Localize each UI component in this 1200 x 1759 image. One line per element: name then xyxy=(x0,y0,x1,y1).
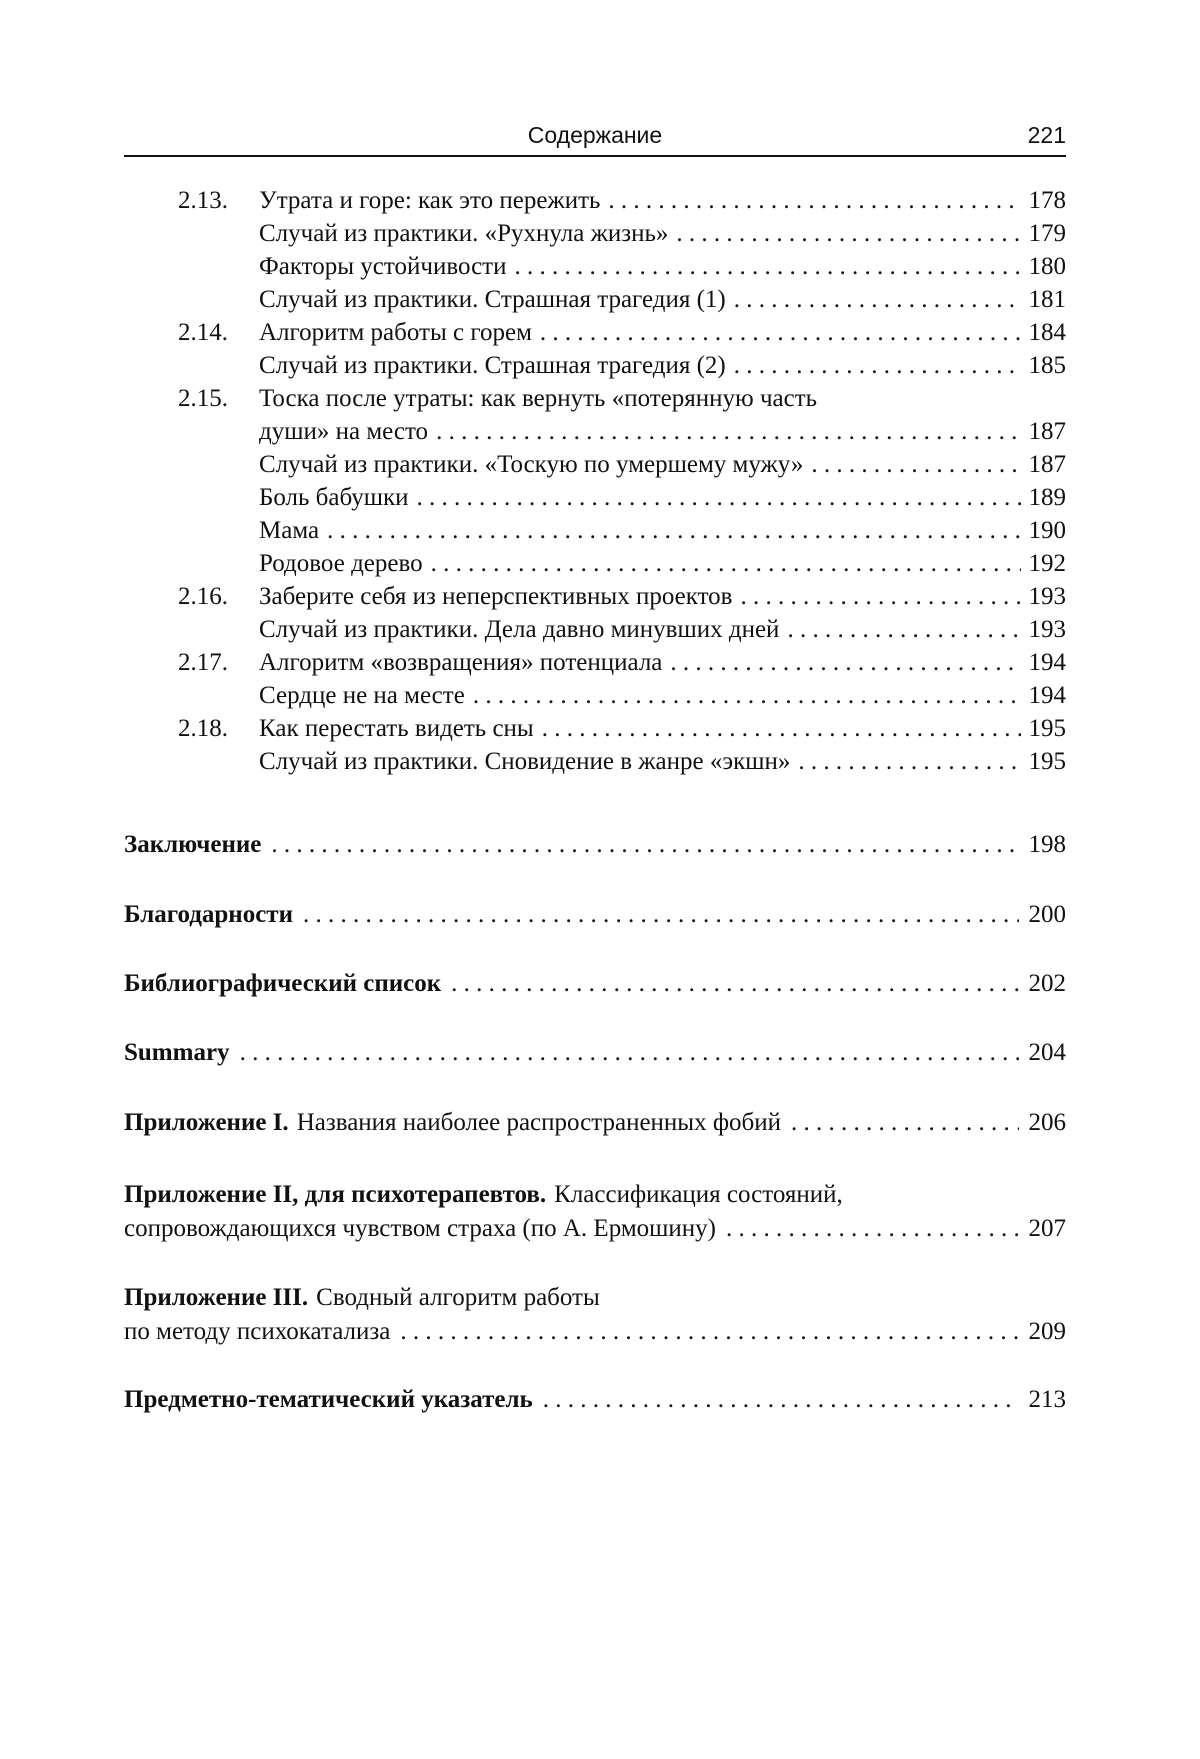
section-title: Приложение I. xyxy=(124,1109,289,1136)
section-page: 206 xyxy=(1028,1109,1066,1136)
toc-subsections xyxy=(124,184,1066,778)
toc-section-acknowledgements[interactable] xyxy=(124,898,1066,932)
toc-entry[interactable] xyxy=(124,283,1066,316)
section-title: Приложение II, для психотерапевтов. xyxy=(124,1181,547,1208)
dot-leader xyxy=(734,349,1021,382)
section-title: Предметно-тематический указатель xyxy=(124,1386,533,1413)
entry-number: 2.18. xyxy=(178,715,228,742)
header-page-number: 221 xyxy=(1027,122,1066,148)
entry-title: Случай из практики. Страшная трагедия (2) xyxy=(259,352,726,379)
entry-title: Случай из практики. «Тоскую по умершему мужу» xyxy=(259,451,804,478)
toc-entry[interactable] xyxy=(124,547,1066,580)
header-rule xyxy=(124,155,1066,157)
section-page: 204 xyxy=(1028,1039,1066,1066)
toc-entry[interactable] xyxy=(124,646,1066,679)
toc-entry[interactable] xyxy=(124,679,1066,712)
dot-leader xyxy=(540,316,1021,349)
dot-leader xyxy=(740,580,1020,613)
toc-entry[interactable] xyxy=(124,316,1066,349)
entry-page: 179 xyxy=(1028,220,1066,247)
dot-leader xyxy=(543,1383,1019,1417)
book-page xyxy=(124,0,1066,1759)
toc-entry[interactable] xyxy=(124,514,1066,547)
dot-leader xyxy=(240,1036,1019,1070)
dot-leader xyxy=(670,646,1020,679)
entry-title: Сердце не на месте xyxy=(259,682,465,709)
entry-page: 195 xyxy=(1028,715,1066,742)
entry-title: Случай из практики. Дела давно минувших дней xyxy=(259,616,780,643)
entry-number: 2.16. xyxy=(178,583,228,610)
section-subtitle: Названия наиболее распространенных фобий xyxy=(296,1109,782,1136)
section-title: Заключение xyxy=(124,831,262,858)
toc-entry[interactable] xyxy=(124,217,1066,250)
toc-section-summary[interactable] xyxy=(124,1036,1066,1070)
section-page: 200 xyxy=(1028,901,1066,928)
toc-entry[interactable] xyxy=(124,382,1066,415)
dot-leader xyxy=(327,514,1020,547)
toc-section-appendix-1[interactable] xyxy=(124,1106,1066,1140)
entry-number: 2.13. xyxy=(178,187,228,214)
dot-leader xyxy=(734,283,1021,316)
entry-page: 178 xyxy=(1028,187,1066,214)
dot-leader xyxy=(431,547,1021,580)
section-title: Благодарности xyxy=(124,901,293,928)
toc-entry[interactable] xyxy=(124,745,1066,778)
toc-entry[interactable] xyxy=(124,415,1066,448)
entry-page: 181 xyxy=(1028,286,1066,313)
entry-title: Мама xyxy=(259,517,320,544)
dot-leader xyxy=(726,1212,1019,1246)
toc-section-subject-index[interactable] xyxy=(124,1383,1066,1417)
section-subtitle-cont: сопровождающихся чувством страха (по А. Ермошину) xyxy=(124,1215,716,1242)
dot-leader xyxy=(608,184,1020,217)
entry-title: Утрата и горе: как это пережить xyxy=(259,187,601,214)
section-title: Summary xyxy=(124,1039,230,1066)
entry-page: 193 xyxy=(1028,616,1066,643)
dot-leader xyxy=(473,679,1021,712)
toc-section-conclusion[interactable] xyxy=(124,828,1066,862)
section-title: Приложение III. xyxy=(124,1284,309,1311)
toc-entry[interactable] xyxy=(124,349,1066,382)
toc-section-bibliography[interactable] xyxy=(124,967,1066,1001)
entry-title: Как перестать видеть сны xyxy=(259,715,534,742)
entry-title: Случай из практики. «Рухнула жизнь» xyxy=(259,220,669,247)
dot-leader xyxy=(436,415,1020,448)
toc-entry[interactable] xyxy=(124,481,1066,514)
dot-leader xyxy=(451,967,1018,1001)
dot-leader xyxy=(515,250,1021,283)
entry-page: 184 xyxy=(1028,319,1066,346)
entry-title: Алгоритм работы с горем xyxy=(259,319,532,346)
entry-page: 187 xyxy=(1028,418,1066,445)
entry-number: 2.14. xyxy=(178,319,228,346)
entry-page: 189 xyxy=(1028,484,1066,511)
section-page: 207 xyxy=(1028,1215,1066,1242)
section-page: 202 xyxy=(1028,970,1066,997)
section-page: 209 xyxy=(1028,1318,1066,1345)
entry-title: Тоска после утраты: как вернуть «потерянную часть xyxy=(259,385,818,412)
dot-leader xyxy=(811,448,1020,481)
dot-leader xyxy=(271,828,1018,862)
section-subtitle: Сводный алгоритм работы xyxy=(316,1284,600,1311)
entry-title: Боль бабушки xyxy=(259,484,409,511)
dot-leader xyxy=(676,217,1020,250)
header-title: Содержание xyxy=(527,122,663,148)
entry-page: 194 xyxy=(1028,682,1066,709)
entry-page: 195 xyxy=(1028,748,1066,775)
toc-entry[interactable] xyxy=(124,448,1066,481)
entry-page: 194 xyxy=(1028,649,1066,676)
section-subtitle-cont: по методу психокатализа xyxy=(124,1318,391,1345)
dot-leader xyxy=(400,1315,1018,1349)
dot-leader xyxy=(798,745,1020,778)
toc-entry[interactable] xyxy=(124,580,1066,613)
toc-section-appendix-2[interactable] xyxy=(124,1178,1066,1246)
running-header xyxy=(124,118,1066,158)
entry-page: 187 xyxy=(1028,451,1066,478)
entry-title: Заберите себя из неперспективных проектов xyxy=(259,583,733,610)
dot-leader xyxy=(303,898,1019,932)
section-subtitle: Классификация состояний, xyxy=(554,1181,843,1208)
entry-page: 180 xyxy=(1028,253,1066,280)
entry-title: Родовое дерево xyxy=(259,550,423,577)
entry-number: 2.17. xyxy=(178,649,228,676)
toc-entry[interactable] xyxy=(124,250,1066,283)
entry-number: 2.15. xyxy=(178,385,228,412)
entry-page: 193 xyxy=(1028,583,1066,610)
entry-title: души» на место xyxy=(259,418,429,445)
dot-leader xyxy=(417,481,1021,514)
toc-entry[interactable] xyxy=(124,613,1066,646)
toc-entry[interactable] xyxy=(124,184,1066,217)
section-title: Библиографический список xyxy=(124,970,442,997)
entry-title: Факторы устойчивости xyxy=(259,253,507,280)
dot-leader xyxy=(542,712,1021,745)
section-page: 213 xyxy=(1028,1386,1066,1413)
entry-title: Случай из практики. Сновидение в жанре «экшн» xyxy=(259,748,791,775)
dot-leader xyxy=(787,613,1020,646)
entry-page: 185 xyxy=(1028,352,1066,379)
entry-title: Случай из практики. Страшная трагедия (1) xyxy=(259,286,726,313)
entry-title: Алгоритм «возвращения» потенциала xyxy=(259,649,663,676)
toc-entry[interactable] xyxy=(124,712,1066,745)
toc-section-appendix-3[interactable] xyxy=(124,1281,1066,1349)
dot-leader xyxy=(791,1106,1018,1140)
entry-page: 192 xyxy=(1028,550,1066,577)
entry-page: 190 xyxy=(1028,517,1066,544)
section-page: 198 xyxy=(1028,831,1066,858)
